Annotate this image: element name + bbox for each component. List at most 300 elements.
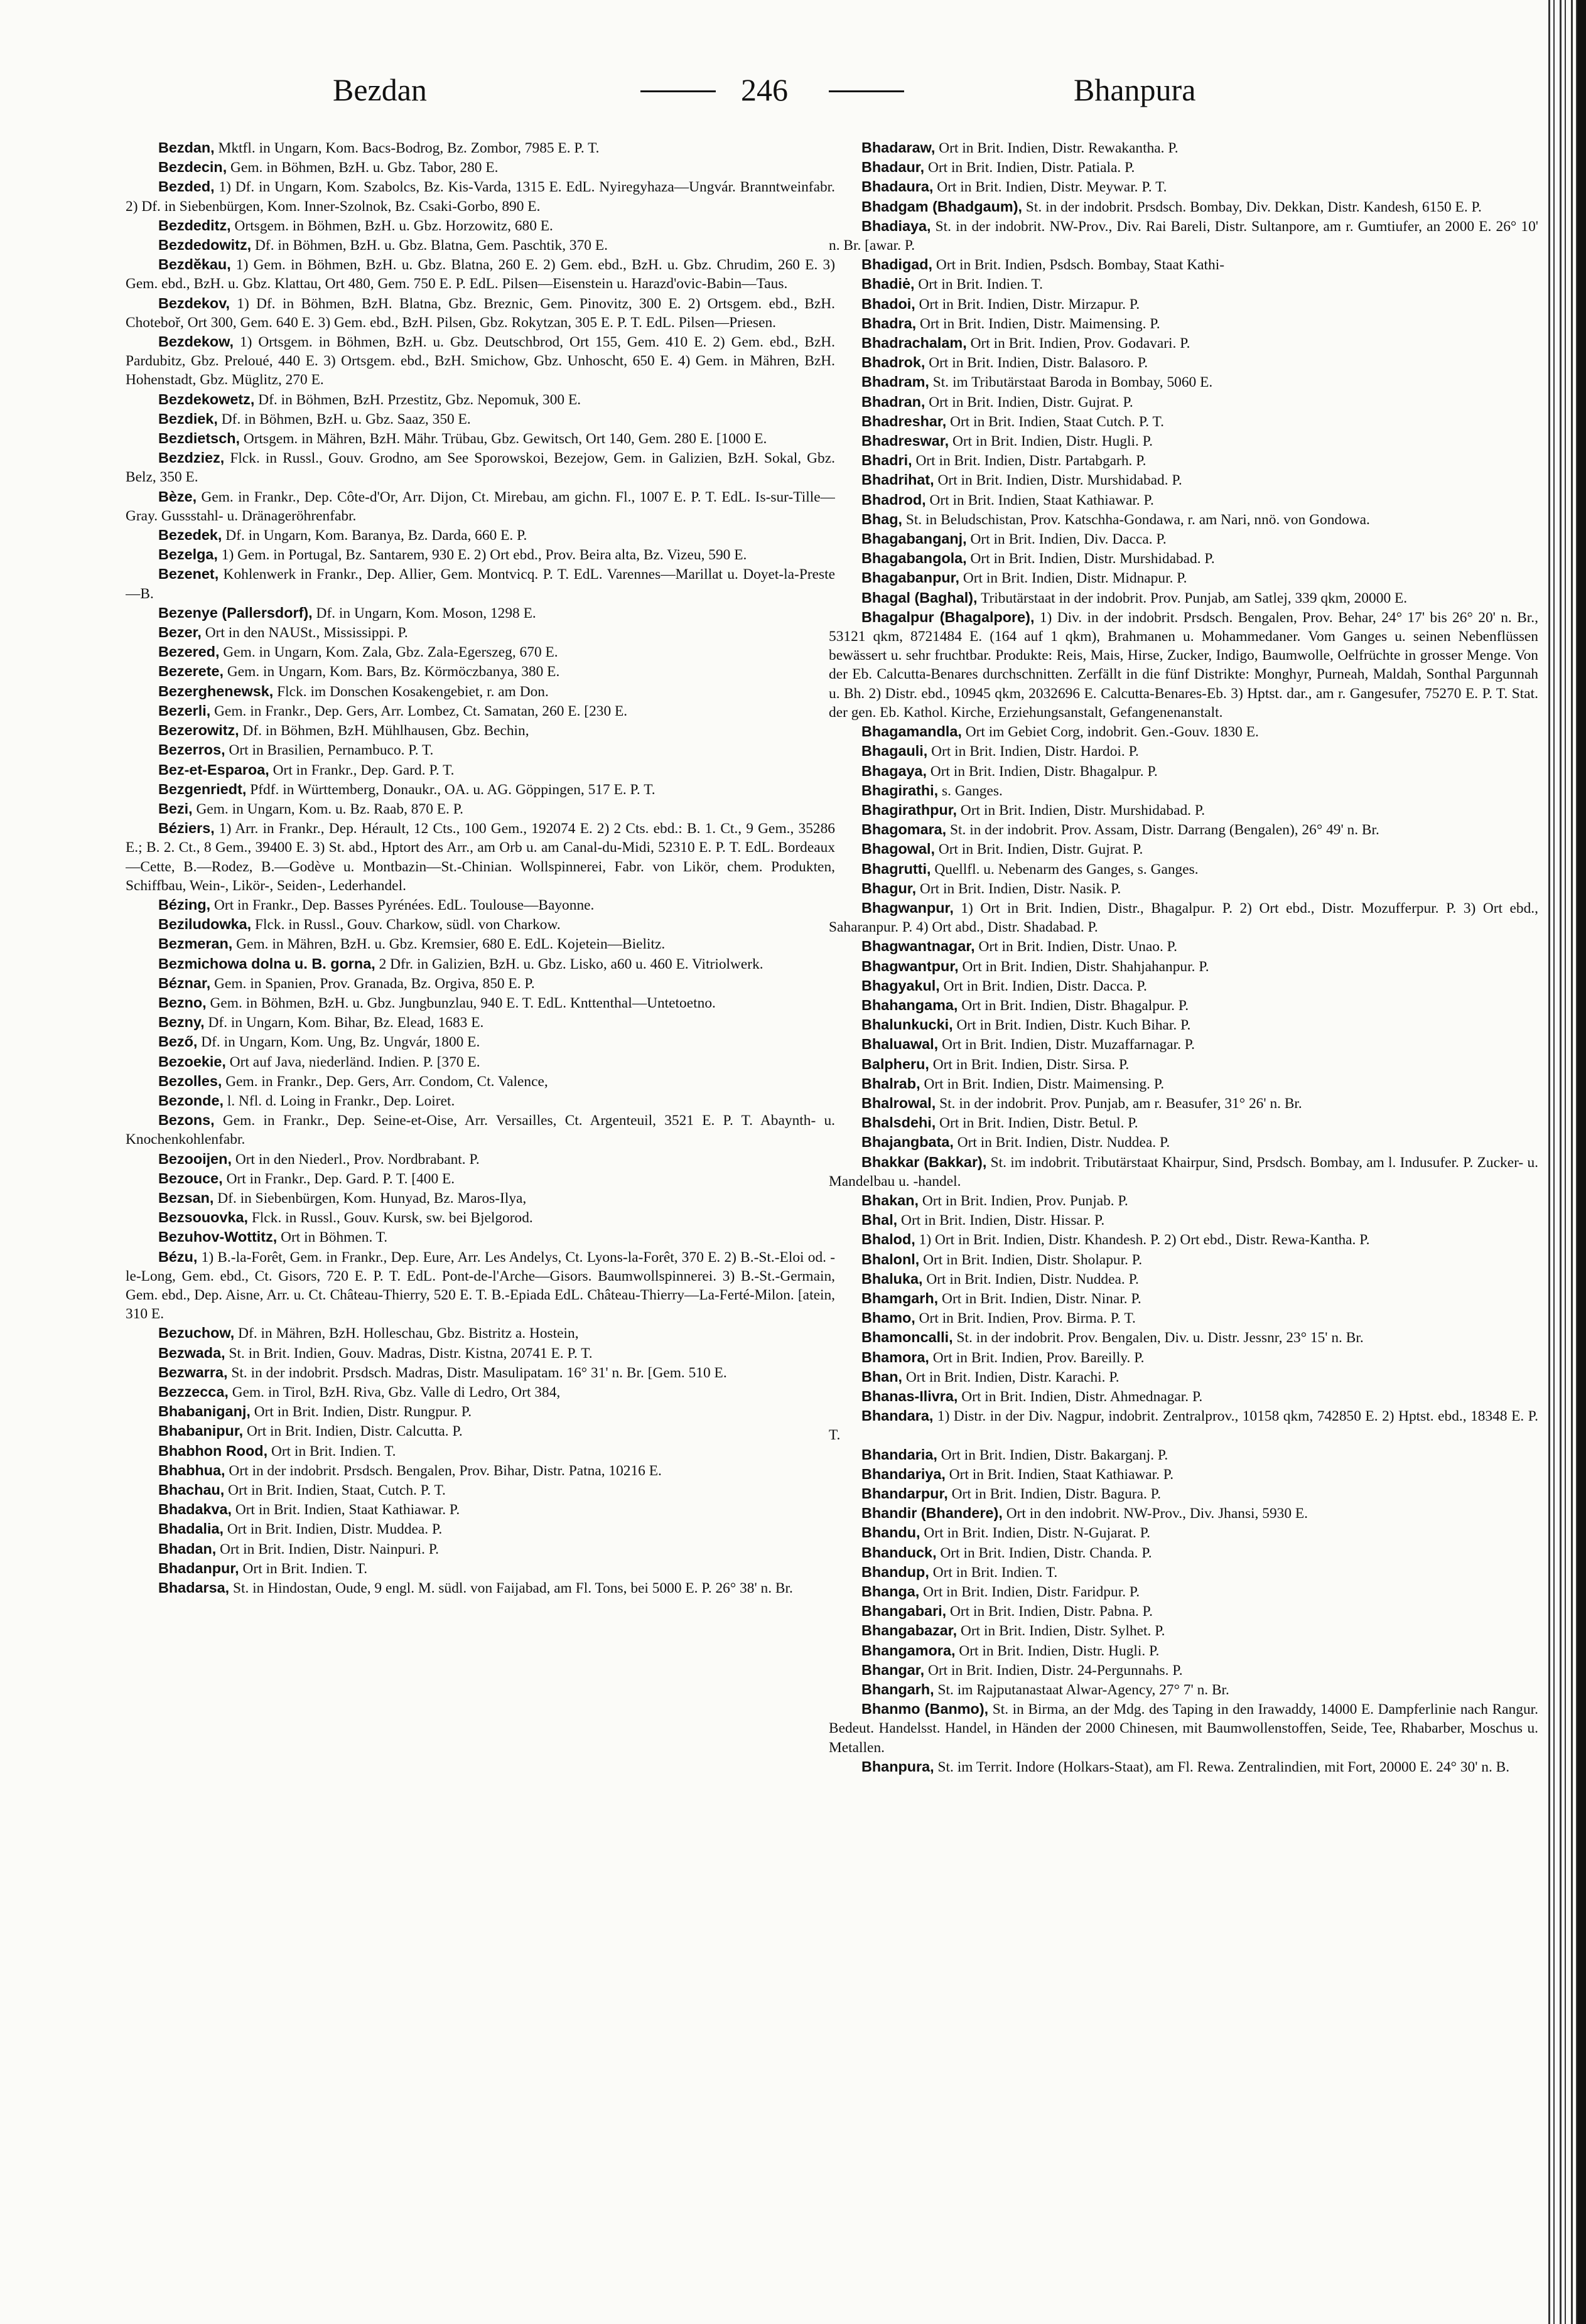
entry (126, 216, 835, 235)
entry (126, 1559, 835, 1578)
entry-text: l. Nfl. d. Loing in Frankr., Dep. Loiret. (227, 1092, 455, 1109)
entry-headword: Bhaluawal, (861, 1036, 939, 1053)
entry-headword: Bezerros, (158, 741, 225, 758)
entry-headword: Bhandup, (861, 1563, 929, 1580)
entry-text: Df. in Ungarn, Kom. Baranya, Bz. Darda, 660 E. P. (225, 527, 527, 544)
entry-text: Ortsgem. in Böhmen, BzH. u. Gbz. Horzowitz, 680 E. (234, 217, 553, 234)
entry-text: Ort in Brit. Indien, Distr. N-Gujarat. P. (924, 1525, 1150, 1542)
entry-text: Ort in Brit. Indien, Distr. Sirsa. P. (932, 1056, 1130, 1073)
entry (829, 529, 1538, 549)
entry (829, 470, 1538, 490)
entry-headword: Béziers, (158, 820, 215, 837)
entry (126, 1149, 835, 1169)
entry-headword: Bezdan, (158, 139, 215, 156)
entry-headword: Bhagwantpur, (861, 957, 959, 974)
entry (829, 1328, 1538, 1347)
entry-headword: Bhahangama, (861, 996, 958, 1013)
entry-headword: Bezelga, (158, 546, 218, 563)
entry (126, 780, 835, 799)
entry-text: Df. in Ungarn, Kom. Moson, 1298 E. (316, 605, 536, 621)
entry (126, 255, 835, 293)
entry-headword: Bhalod, (861, 1231, 915, 1248)
entry-text: Ort in Brit. Indien, Distr. Rewakantha. P. (939, 140, 1179, 156)
entry-text: Df. in Ungarn, Kom. Ung, Bz. Ungvár, 1800 E. (201, 1034, 480, 1051)
entry-headword: Bhagabanpur, (861, 569, 959, 586)
entry-headword: Bhandir (Bhandere), (861, 1505, 1003, 1522)
entry-text: Ort in Brit. Indien, Distr. Nuddea. P. (957, 1134, 1170, 1151)
entry-headword: Bezzecca, (158, 1384, 229, 1400)
entry (126, 662, 835, 681)
entry-headword: Bhanduck, (861, 1544, 937, 1561)
entry-headword: Bezuchow, (158, 1325, 235, 1342)
entry-headword: Bhangar, (861, 1661, 925, 1678)
entry-text: Ort in Brit. Indien, Distr. Calcutta. P. (247, 1423, 463, 1440)
entry-headword: Bhandu, (861, 1524, 920, 1541)
entry (126, 895, 835, 915)
entry (829, 781, 1538, 800)
entry-text: Gem. in Ungarn, Kom. Bars, Bz. Körmöczbanya, 380 E. (227, 664, 560, 681)
entry (829, 1601, 1538, 1621)
entry-headword: Bhadgam (Bhadgaum), (861, 198, 1023, 215)
entry-headword: Bèze, (158, 488, 197, 505)
entry-headword: Bhadram, (861, 374, 929, 390)
entry-headword: Bhag, (861, 510, 902, 527)
entry (829, 1406, 1538, 1444)
entry-text: Ort in Brit. Indien, Distr. Faridpur. P. (923, 1584, 1140, 1601)
entry-headword: Bhangabari, (861, 1603, 947, 1620)
entry-headword: Bhadoi, (861, 295, 915, 312)
entry (829, 1504, 1538, 1523)
entry-text: Ort in Brit. Indien, Distr. Muzaffarnagar. P. (942, 1036, 1195, 1053)
entry (829, 608, 1538, 722)
entry-text: Df. in Böhmen, BzH. u. Gbz. Blatna, Gem. Paschtik, 370 E. (255, 237, 608, 254)
entry-headword: Bhagalpur (Bhagalpore), (861, 608, 1035, 625)
entry (126, 682, 835, 701)
entry (829, 800, 1538, 820)
entry (126, 760, 835, 780)
entry-headword: Bez-et-Esparoa, (158, 761, 269, 778)
entry (829, 1387, 1538, 1406)
entry-headword: Bhalunkucki, (861, 1016, 953, 1033)
entry-text: Ort in Böhmen. T. (281, 1229, 388, 1246)
entry-text: Ort in den Niederl., Prov. Nordbrabant. P. (235, 1151, 480, 1168)
entry-headword: Bhandara, (861, 1407, 934, 1424)
entry-headword: Bhagowal, (861, 841, 935, 858)
entry-text: Ort in Brit. Indien, Distr. Muddea. P. (227, 1521, 443, 1538)
entry-headword: Bhandariya, (861, 1465, 946, 1482)
entry-headword: Bezouce, (158, 1170, 223, 1186)
entry-headword: Bhadreswar, (861, 433, 949, 449)
entry (829, 1015, 1538, 1035)
entry-text: Ort in Brit. Indien, Distr. Dacca. P. (943, 977, 1147, 994)
entry-headword: Bhanas-Ilivra, (861, 1388, 958, 1404)
entry (126, 974, 835, 993)
entry-headword: Bezooijen, (158, 1150, 232, 1167)
entry-text: Ort in Brit. Indien, Prov. Godavari. P. (970, 335, 1190, 352)
entry-headword: Bhabhua, (158, 1461, 225, 1478)
entry-headword: Bhadrachalam, (861, 335, 967, 352)
entry-headword: Bhalrowal, (861, 1094, 936, 1111)
entry-headword: Bhadri, (861, 452, 912, 469)
entry-text: Ort in Brit. Indien, Distr. Nasik. P. (919, 880, 1121, 897)
entry (829, 1523, 1538, 1542)
entry-text: Ortsgem. in Mähren, BzH. Mähr. Trübau, Gbz. Gewitsch, Ort 140, Gem. 280 E. [1000 E. (243, 431, 767, 448)
entry-headword: Bhagal (Baghal), (861, 589, 978, 606)
entry (126, 448, 835, 487)
entry-text: 1) Df. in Ungarn, Kom. Szabolcs, Bz. Kis-Varda, 1315 E. EdL. Nyiregyhaza—Ungvár. Branntweinfabr. 2) Df. in Siebenbürgen, Kom. Inner-Szolnok, Bz. Csaki-Gorbo, 890 E. (126, 179, 835, 215)
entry (829, 976, 1538, 996)
entry-headword: Bezenet, (158, 566, 219, 583)
entry (126, 1500, 835, 1519)
entry-headword: Bhagaya, (861, 762, 927, 779)
entry-text: St. in der indobrit. Prov. Bengalen, Div. u. Distr. Jessnr, 23° 15' n. Br. (956, 1330, 1364, 1347)
entry-text: Ort in Brit. Indien, Distr. Maimensing. P. (919, 315, 1160, 332)
entry (126, 993, 835, 1013)
entry-headword: Bhagyakul, (861, 977, 940, 994)
entry-text: Ort in Brit. Indien, Distr. Unao. P. (978, 939, 1177, 955)
header-rule-right (829, 90, 904, 92)
entry-headword: Bhagur, (861, 880, 917, 896)
entry-text: Ort in Brit. Indien, Distr. Bakarganj. P. (941, 1446, 1168, 1463)
entry-text: St. in Brit. Indien, Gouv. Madras, Distr. Kistna, 20741 E. P. T. (229, 1345, 593, 1362)
entry (126, 1227, 835, 1247)
entry-text: Ort in Brit. Indien, Prov. Bareilly. P. (932, 1349, 1145, 1366)
entry (829, 177, 1538, 196)
entry-text: Gem. in Tirol, BzH. Riva, Gbz. Valle di Ledro, Ort 384, (232, 1384, 561, 1401)
entry-headword: Bhalrab, (861, 1075, 920, 1092)
entry (829, 568, 1538, 588)
entry (829, 1621, 1538, 1640)
entry-headword: Bezsouovka, (158, 1209, 248, 1226)
entry-headword: Bhadiaya, (861, 217, 931, 234)
entry-headword: Bező, (158, 1033, 198, 1050)
entry (126, 1013, 835, 1032)
entry-headword: Bezer, (158, 624, 202, 641)
entry-text: Ort in Brit. Indien, Distr. Ninar. P. (942, 1290, 1141, 1307)
entry-headword: Bhangarh, (861, 1681, 934, 1698)
entry (126, 701, 835, 721)
entry-headword: Bhamo, (861, 1310, 915, 1326)
entry-text: Gem. in Böhmen, BzH. u. Gbz. Tabor, 280 E. (230, 159, 499, 176)
entry-text: Mktfl. in Ungarn, Kom. Bacs-Bodrog, Bz. Zombor, 7985 E. P. T. (218, 140, 600, 156)
entry-headword: Bezerghenewsk, (158, 682, 274, 699)
entry-headword: Beziludowka, (158, 916, 252, 933)
entry-text: Ort in Brit. Indien, Distr. Patiala. P. (927, 159, 1135, 176)
entry-text: Ort in Brit. Indien, Prov. Birma. P. T. (919, 1310, 1136, 1327)
entry-text: Ort in Brit. Indien, Distr. Nainpuri. P. (220, 1541, 440, 1557)
entry (829, 451, 1538, 470)
entry-text: Ort auf Java, niederländ. Indien. P. [370 E. (229, 1053, 480, 1070)
entry-text: Tributärstaat in der indobrit. Prov. Punjab, am Satlej, 339 qkm, 20000 E. (980, 589, 1408, 606)
entry-headword: Bezgenriedt, (158, 780, 247, 797)
entry-text: Df. in Böhmen, BzH. Przestitz, Gbz. Nepomuk, 300 E. (258, 391, 581, 408)
entry-headword: Bhachau, (158, 1482, 225, 1498)
entry-headword: Bezdietsch, (158, 430, 240, 447)
entry-headword: Bezmichowa dolna u. B. gorna, (158, 955, 375, 972)
entry (829, 1230, 1538, 1249)
entry-text: Ort in Brit. Indien, Staat Kathiawar. P. (235, 1502, 460, 1519)
entry-text: Ort in Brit. Indien. T. (271, 1443, 396, 1460)
entry (126, 642, 835, 662)
entry-text: Ort in Brit. Indien, Distr. Sylhet. P. (960, 1623, 1165, 1640)
entry (829, 158, 1538, 177)
entry-headword: Bezi, (158, 800, 193, 817)
entry (829, 1094, 1538, 1113)
entry (829, 274, 1538, 294)
entry-text: Ort in Frankr., Dep. Gard. P. T. (272, 761, 455, 778)
entry-headword: Bhalonl, (861, 1251, 920, 1267)
entry-text: St. in der indobrit. Prov. Assam, Distr. Darrang (Bengalen), 26° 49' n. Br. (950, 822, 1379, 839)
entry-headword: Bhandarpur, (861, 1485, 948, 1502)
entry-text: Ort in Brit. Indien, Staat, Cutch. P. T. (228, 1482, 446, 1499)
entry-text: St. in der indobrit. Prsdsch. Bombay, Div. Dekkan, Distr. Kandesh, 6150 E. P. (1025, 198, 1482, 215)
entry-headword: Bezerowitz, (158, 722, 239, 739)
entry (829, 1308, 1538, 1328)
entry-text: Quellfl. u. Nebenarm des Ganges, s. Ganges. (934, 861, 1199, 878)
page-edge-dark (1577, 0, 1586, 2324)
entry (829, 1641, 1538, 1660)
entry-headword: Bhandaria, (861, 1446, 937, 1463)
entry (829, 255, 1538, 274)
entry-text: Ort in Brit. Indien, Distr. Karachi. P. (905, 1369, 1119, 1385)
entry (829, 761, 1538, 781)
entry-text: St. im indobrit. Tributärstaat Khairpur, Sind, Prsdsch. Bombay, am l. Indusufer. P. Zucker- u. Mandelbau u. -handel. (829, 1154, 1538, 1190)
entry (829, 1757, 1538, 1777)
entry (126, 1421, 835, 1441)
entry-text: 1) Ort in Brit. Indien, Distr. Khandesh. P. 2) Ort ebd., Distr. Rewa-Kantha. P. (919, 1232, 1370, 1249)
entry-text: 1) Gem. in Portugal, Bz. Santarem, 930 E. 2) Ort ebd., Prov. Beira alta, Bz. Vizeu, 590 E. (221, 547, 747, 564)
entry (829, 1543, 1538, 1563)
entry (126, 545, 835, 564)
entry-text: Gem. in Mähren, BzH. u. Gbz. Kremsier, 680 E. EdL. Kojetein—Bielitz. (236, 936, 666, 953)
entry-text: Ort in Brit. Indien, Psdsch. Bombay, Staat Kathi- (936, 257, 1225, 274)
entry (126, 332, 835, 390)
entry-text: Gem. in Ungarn, Kom. u. Bz. Raab, 870 E. P. (196, 800, 463, 817)
entry-text: Ort in den NAUSt., Mississippi. P. (205, 625, 408, 642)
entry-headword: Bhanmo (Banmo), (861, 1701, 989, 1718)
entry-text: Ort in Brit. Indien, Distr. Maimensing. P. (924, 1075, 1165, 1092)
entry-text: Ort in Brit. Indien, Staat Kathiawar. P. (949, 1466, 1174, 1483)
entry-headword: Bhabaniganj, (158, 1403, 251, 1420)
entry-headword: Bhagabanganj, (861, 530, 967, 547)
entry (126, 525, 835, 545)
entry-text: Flck. in Russl., Gouv. Charkow, südl. von Charkow. (255, 917, 561, 933)
entry-text: Pfdf. in Württemberg, Donaukr., OA. u. AG. Göppingen, 517 E. P. T. (250, 781, 655, 798)
entry (829, 937, 1538, 956)
entry-text: Ort in Brit. Indien, Distr. Murshidabad. P. (970, 551, 1215, 568)
entry-text: Ort in Brit. Indien, Distr. Hissar. P. (901, 1212, 1105, 1229)
entry-text: Ort in Brit. Indien, Distr. Chanda. P. (940, 1544, 1152, 1561)
entry (829, 957, 1538, 976)
header-first-word: Bezdan (333, 72, 427, 107)
entry (126, 564, 835, 603)
entry (829, 1055, 1538, 1074)
entry-headword: Bhadigad, (861, 256, 933, 273)
entry-text: St. im Territ. Indore (Holkars-Staat), am Fl. Rewa. Zentralindien, mit Fort, 20000 E. 24° 30' n. B. (937, 1758, 1510, 1775)
entry (829, 1484, 1538, 1504)
entry-headword: Bhadrod, (861, 491, 926, 508)
entry-headword: Bhaluka, (861, 1270, 923, 1287)
entry (126, 1343, 835, 1363)
entry-text: Ort in Brit. Indien, Distr. Balasoro. P. (929, 355, 1148, 372)
entry (829, 722, 1538, 741)
entry-text: Ort in Brit. Indien, Prov. Punjab. P. (922, 1192, 1128, 1209)
entry-headword: Bhagwanpur, (861, 899, 954, 916)
entry (126, 603, 835, 623)
entry-text: Ort in Brit. Indien, Distr. Bagura. P. (951, 1486, 1161, 1503)
entry-headword: Bezdedowitz, (158, 237, 252, 254)
entry (126, 1539, 835, 1559)
entry (126, 915, 835, 934)
entry-text: Gem. in Frankr., Dep. Gers, Arr. Lombez, Ct. Samatan, 260 E. [230 E. (214, 702, 628, 719)
entry-headword: Bhadrok, (861, 354, 925, 371)
entry-text: Ort in Brit. Indien, Distr. Hugli. P. (952, 433, 1153, 450)
entry (126, 1323, 835, 1343)
entry (126, 487, 835, 525)
entry-text: 1) Gem. in Böhmen, BzH. u. Gbz. Blatna, 260 E. 2) Gem. ebd., BzH. u. Gbz. Chrudim, 260 E. 3) Gem. ebd., BzH. u. Gbz. Klattau, Ort 480, Gem. 750 E. P. EdL. Pilsen—Eisenstein u. Harazd'ovic-Babin—Taus. (126, 257, 835, 293)
entry-text: Ort in Brit. Indien, Distr. Murshidabad. P. (937, 472, 1182, 489)
entry-headword: Bezmeran, (158, 935, 233, 952)
entry (126, 1461, 835, 1480)
entry (126, 429, 835, 448)
entry (126, 409, 835, 429)
entry-headword: Bezded, (158, 178, 215, 195)
entry-text: Ort in Brit. Indien, Distr. Hardoi. P. (931, 743, 1139, 760)
entry-headword: Bhangabazar, (861, 1622, 958, 1639)
entry-text: s. Ganges. (942, 782, 1003, 799)
entry-headword: Bezdiek, (158, 410, 218, 427)
entry (829, 1113, 1538, 1132)
entry-headword: Bhamora, (861, 1348, 929, 1365)
entry (829, 353, 1538, 372)
entry-headword: Bezsan, (158, 1189, 214, 1206)
entry-headword: Bezenye (Pallersdorf), (158, 604, 313, 621)
entry-headword: Bhan, (861, 1368, 902, 1385)
entry-headword: Bezolles, (158, 1072, 222, 1089)
entry (829, 1582, 1538, 1601)
entry-text: Ort in Brit. Indien, Distr. Bhagalpur. P. (961, 997, 1189, 1014)
entry-text: Ort in Brit. Indien, Distr. Gujrat. P. (938, 841, 1143, 858)
entry (126, 1441, 835, 1461)
entry-headword: Bezwarra, (158, 1364, 228, 1380)
entry-headword: Bhamoncalli, (861, 1329, 953, 1346)
entry (829, 1445, 1538, 1465)
entry (829, 294, 1538, 314)
entry-text: Ort in Brit. Indien, Distr. Mirzapur. P. (919, 296, 1140, 313)
entry (829, 431, 1538, 451)
entry (829, 898, 1538, 937)
entry (126, 235, 835, 255)
entry-headword: Bhamgarh, (861, 1289, 939, 1306)
entry-text: Gem. in Böhmen, BzH. u. Gbz. Jungbunzlau, 940 E. T. EdL. Knttenthal—Untetoetno. (210, 994, 716, 1011)
entry (126, 294, 835, 332)
entry-text: St. in Beludschistan, Prov. Katschha-Gondawa, r. am Nari, nnö. von Gondowa. (905, 511, 1370, 528)
entry-text: 1) Arr. in Frankr., Dep. Hérault, 12 Cts., 100 Gem., 192074 E. 2) 2 Cts. ebd.: B. 1. Ct., 9 Gem., 35286 E.; B. 2. Ct., 8 Gem., 39400 E. 3) St. abd., Hptort des Arr., am Orb u. am Canal-du-Midi, 52310 E. P. T. EdL. Bordeaux—Cette, B.—Rodez, B.—Godève u. Montbazin—St.-Chinian. Wollspinnerei, Fabr. von Likör, chem. Produkten, Schiffbau, Wein-, Likör-, Seiden-, Lederhandel. (126, 820, 835, 894)
entry-headword: Bezdecin, (158, 159, 227, 176)
entry-text: Ort in Brit. Indien, Distr. Pabna. P. (950, 1603, 1153, 1620)
entry (829, 1269, 1538, 1289)
entry (126, 177, 835, 215)
entry-headword: Bhagauli, (861, 743, 928, 760)
entry-text: St. in der indobrit. Prsdsch. Madras, Distr. Masulipatam. 16° 31' n. Br. [Gem. 510 E. (231, 1364, 727, 1381)
entry-text: Ort in Brit. Indien, Distr. 24-Pergunnahs. P. (927, 1662, 1183, 1679)
entry-text: 1) Df. in Böhmen, BzH. Blatna, Gbz. Breznic, Gem. Pinovitz, 300 E. 2) Ortsgem. ebd., BzH. Choteboř, Ort 300, Gem. 640 E. 3) Gem. ebd., BzH. Pilsen, Gbz. Rokytzan, 305 E. P. T. EdL. Pilsen—Priesen. (126, 295, 835, 331)
entry-text: Df. in Siebenbürgen, Kom. Hunyad, Bz. Maros-Ilya, (217, 1190, 527, 1207)
entry-headword: Bhajangbata, (861, 1134, 954, 1151)
entry-text: 1) Div. in der indobrit. Prsdsch. Bengalen, Prov. Behar, 24° 17' bis 26° 20' n. Br., 53121 qkm, 8721484 E. (164 auf 1 qkm), Brahmanen u. Mohammedaner. Vom Ganges u. seinen Nebenflüssen bewässert u. sehr fruchtbar. Produkte: Reis, Mais, Hirse, Zucker, Indigo, Baumwolle, Oelfrüchte in grosser Menge. Von der Eb. Calcutta-Benares durchschnitten. Zerfällt in die fünf Distrikte: Monghyr, Purneah, Maldah, Sonthal Pargunnah u. Bh. 2) Distr. ebd., 10945 qkm, 2032696 E. Calcutta-Benares-Eb. 3) Hptst. dar., am r. Gangesufer, 75270 E. P. T. Stat. der gen. Eb. Kathol. Kirche, Erziehungsanstalt, Gefangenenanstalt. (829, 609, 1538, 721)
entry (829, 820, 1538, 839)
entry-text: Ort in Frankr., Dep. Basses Pyrénées. EdL. Toulouse—Bayonne. (214, 896, 595, 913)
entry-headword: Bhabhon Rood, (158, 1442, 268, 1459)
entry (829, 1153, 1538, 1191)
entry (829, 588, 1538, 608)
entry-headword: Bezonde, (158, 1092, 224, 1109)
entry-text: Ort in Brit. Indien, Distr. Rungpur. P. (254, 1404, 472, 1421)
entry-text: Df. in Böhmen, BzH. u. Gbz. Saaz, 350 E. (221, 411, 471, 428)
entry (829, 1074, 1538, 1094)
entry-headword: Bezwada, (158, 1344, 225, 1361)
entry-headword: Bezerete, (158, 663, 224, 680)
entry-headword: Bhadaraw, (861, 139, 936, 156)
entry-text: Ort in Frankr., Dep. Gard. P. T. [400 E. (226, 1170, 455, 1187)
entry-headword: Bezedek, (158, 527, 222, 544)
entry (126, 138, 835, 158)
entry-headword: Bhadran, (861, 393, 925, 410)
entry-text: Ort in Brit. Indien, Distr. Ahmednagar. P. (961, 1389, 1203, 1405)
entry-text: Ort in Brit. Indien, Distr. Partabgarh. P. (915, 453, 1146, 470)
entry-text: St. im Tributärstaat Baroda in Bombay, 5060 E. (932, 374, 1213, 391)
entry-text: Gem. in Frankr., Dep. Côte-d'Or, Arr. Dijon, Ct. Mirebau, am gichn. Fl., 1007 E. P. T. EdL. Is-sur-Tille—Gray. Gussstahl- u. Dränageröhrenfabr. (126, 488, 835, 524)
entry (829, 839, 1538, 859)
entry (126, 1402, 835, 1421)
entry-headword: Bhagamandla, (861, 723, 962, 740)
entry-headword: Bhal, (861, 1212, 898, 1229)
entry-text: Gem. in Frankr., Dep. Seine-et-Oise, Arr. Versailles, Ct. Argenteuil, 3521 E. P. T. Abaynth- u. Knochenkohlenfabr. (126, 1112, 835, 1148)
entry (126, 1363, 835, 1382)
entry-headword: Bhadakva, (158, 1501, 232, 1518)
entry (126, 1247, 835, 1324)
entry-headword: Bezny, (158, 1014, 205, 1031)
entry (829, 1035, 1538, 1054)
entry-text: 1) Distr. in der Div. Nagpur, indobrit. Zentralprov., 10158 qkm, 742850 E. 2) Hptst. ebd., 18348 E. P. T. (829, 1408, 1538, 1444)
entry-text: 1) B.-la-Forêt, Gem. in Frankr., Dep. Eure, Arr. Les Andelys, Ct. Lyons-la-Forêt, 370 E. 2) B.-St.-Eloi od. -le-Long, Gem. ebd., Ct. Gisors, 720 E. P. T. EdL. Pont-de-l'Arche—Gisors. Baumwollspinnerei. 3) B.-St.-Germain, Gem. ebd., Dep. Aisne, Arr. u. Ct. Château-Thierry, 520 E. T. B.-Epiada EdL. Château-Thierry—La-Ferté-Milon. [atein, 310 E. (126, 1249, 835, 1323)
entry-headword: Bezoekie, (158, 1053, 226, 1070)
entry-headword: Bhangamora, (861, 1642, 956, 1659)
entry (829, 1132, 1538, 1152)
entry (829, 996, 1538, 1015)
entry (829, 1348, 1538, 1367)
entry-headword: Bezdĕkau, (158, 256, 231, 273)
entry-text: St. in Hindostan, Oude, 9 engl. M. südl. von Faijabad, am Fl. Tons, bei 5000 E. P. 26° 38' n. Br. (232, 1580, 793, 1597)
entry (126, 158, 835, 177)
entry (126, 1091, 835, 1111)
entry (829, 1191, 1538, 1210)
entry (829, 217, 1538, 255)
entry (829, 1660, 1538, 1680)
entry-headword: Bhadra, (861, 315, 917, 331)
entry-text: Ort in Brit. Indien, Distr. Bhagalpur. P. (930, 763, 1158, 780)
entry-text: Ort in Brit. Indien, Distr. Murshidabad. P. (960, 802, 1206, 819)
entry-headword: Bézing, (158, 896, 211, 913)
running-header (226, 60, 1243, 117)
entry-headword: Bhalsdehi, (861, 1114, 936, 1131)
entry (829, 879, 1538, 898)
entry-headword: Bhabanipur, (158, 1423, 244, 1439)
entry (829, 1699, 1538, 1757)
entry (829, 1367, 1538, 1387)
entry (126, 1208, 835, 1227)
entry-headword: Bezno, (158, 994, 207, 1011)
